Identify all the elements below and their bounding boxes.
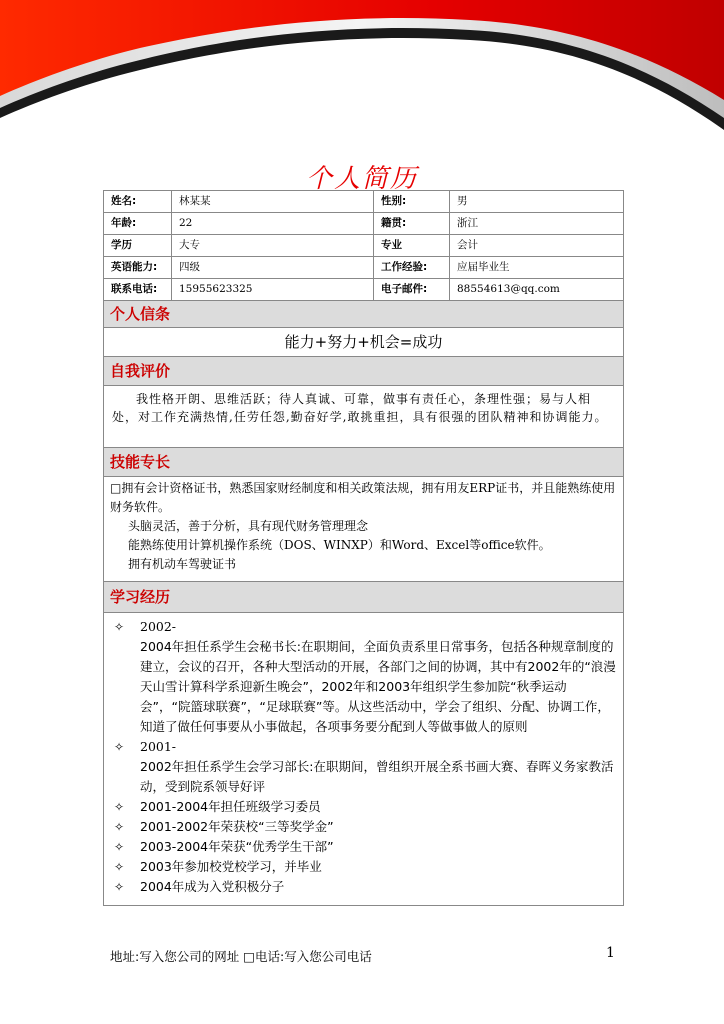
skills-list (104, 477, 623, 582)
section-title-skills: 技能专长 (104, 448, 623, 477)
page-number: 1 (606, 945, 615, 961)
diamond-bullet-icon: ✧ (114, 620, 125, 634)
diamond-bullet-icon: ✧ (114, 840, 125, 854)
education-item (114, 877, 617, 897)
info-row (104, 279, 623, 301)
info-value: 林某某 (172, 191, 374, 212)
education-text (140, 737, 617, 797)
info-value: 男 (457, 195, 468, 207)
education-description: 2002年担任系学生会学习部长:在职期间，曾组织开展全系书画大赛、春晖义务家教活动，受到院系领导好评 (140, 759, 614, 794)
info-label: 英语能力: (104, 257, 172, 278)
self-evaluation-text (104, 386, 623, 448)
header-swoosh-art (0, 0, 724, 150)
education-item (114, 617, 617, 737)
diamond-bullet-icon: ✧ (114, 860, 125, 874)
skill-item: 头脑灵活，善于分析，具有现代财务管理理念 (128, 519, 369, 533)
section-title-education: 学习经历 (104, 582, 623, 613)
education-item (114, 857, 617, 877)
diamond-bullet-icon: ✧ (114, 880, 125, 894)
info-label: 姓名: (104, 191, 172, 212)
education-text (140, 877, 617, 897)
info-label: 籍贯: (374, 213, 450, 234)
info-value: 大专 (172, 235, 374, 256)
education-description: 2003-2004年荣获“优秀学生干部” (140, 839, 334, 854)
education-text (140, 857, 617, 877)
motto-text: 能力+努力+机会=成功 (104, 328, 623, 357)
diamond-bullet-icon: ✧ (114, 800, 125, 814)
education-item (114, 817, 617, 837)
skill-item: 拥有机动车驾驶证书 (128, 557, 237, 571)
info-value: 15955623325 (172, 279, 374, 300)
info-value: 22 (172, 213, 374, 234)
info-value: 会计 (457, 239, 478, 251)
education-description: 2004年成为入党积极分子 (140, 879, 285, 894)
education-description: 2004年担任系学生会秘书长:在职期间，全面负责系里日常事务，包括各种规章制度的建立，会议的召开，各种大型活动的开展，各部门之间的协调，其中有2002年的“浪漫天山雪计算科学系迎新生晚会”，2002年和2003年组织学生参加院“秋季运动会”，“院篮球联赛”，“足球联赛”等。从这些活动中，学会了组织、分配、协调工作，知道了做任何事要从小事做起，各项事务要分配到人等做事做人的原则 (140, 639, 616, 734)
info-row (104, 191, 623, 213)
info-label: 联系电话: (104, 279, 172, 300)
section-title-eval: 自我评价 (104, 357, 623, 386)
skill-item: 能熟练使用计算机操作系统（DOS、WINXP）和Word、Excel等office软件。 (128, 538, 551, 552)
education-item (114, 797, 617, 817)
education-date: 2001- (140, 739, 177, 754)
education-text (140, 617, 617, 737)
info-value: 四级 (172, 257, 374, 278)
info-value: 88554613@qq.com (457, 283, 560, 295)
education-description: 2003年参加校党校学习，并毕业 (140, 859, 322, 874)
education-date: 2002- (140, 619, 177, 634)
info-rows (104, 191, 623, 301)
section-title-motto: 个人信条 (104, 301, 623, 328)
education-description: 2001-2002年荣获校“三等奖学金” (140, 819, 334, 834)
self-evaluation-body: 我性格开朗、思维活跃；待人真诚、可靠，做事有责任心，条理性强；易与人相处，对工作充满热情,任劳任怨,勤奋好学,敢挑重担，具有很强的团队精神和协调能力。 (112, 392, 608, 424)
info-label: 学历 (104, 235, 172, 256)
page-title: 个人简历 (305, 164, 418, 194)
education-description: 2001-2004年担任班级学习委员 (140, 799, 321, 814)
info-row (104, 213, 623, 235)
info-value: 浙江 (457, 217, 478, 229)
info-label: 电子邮件: (374, 279, 450, 300)
education-text (140, 797, 617, 817)
education-item (114, 837, 617, 857)
education-text (140, 817, 617, 837)
skill-item: □拥有会计资格证书，熟悉国家财经制度和相关政策法规，拥有用友ERP证书，并且能熟练使用财务软件。 (110, 481, 616, 514)
info-value: 应届毕业生 (457, 261, 510, 273)
education-item (114, 737, 617, 797)
info-label: 性别: (374, 191, 450, 212)
info-label: 工作经验: (374, 257, 450, 278)
info-label: 年龄: (104, 213, 172, 234)
info-label: 专业 (374, 235, 450, 256)
education-list (104, 613, 623, 905)
resume-table (103, 190, 624, 906)
info-row (104, 257, 623, 279)
info-row (104, 235, 623, 257)
diamond-bullet-icon: ✧ (114, 820, 125, 834)
diamond-bullet-icon: ✧ (114, 740, 125, 754)
footer-contact: 地址:写入您公司的网址 □电话:写入您公司电话 (110, 949, 372, 964)
education-text (140, 837, 617, 857)
